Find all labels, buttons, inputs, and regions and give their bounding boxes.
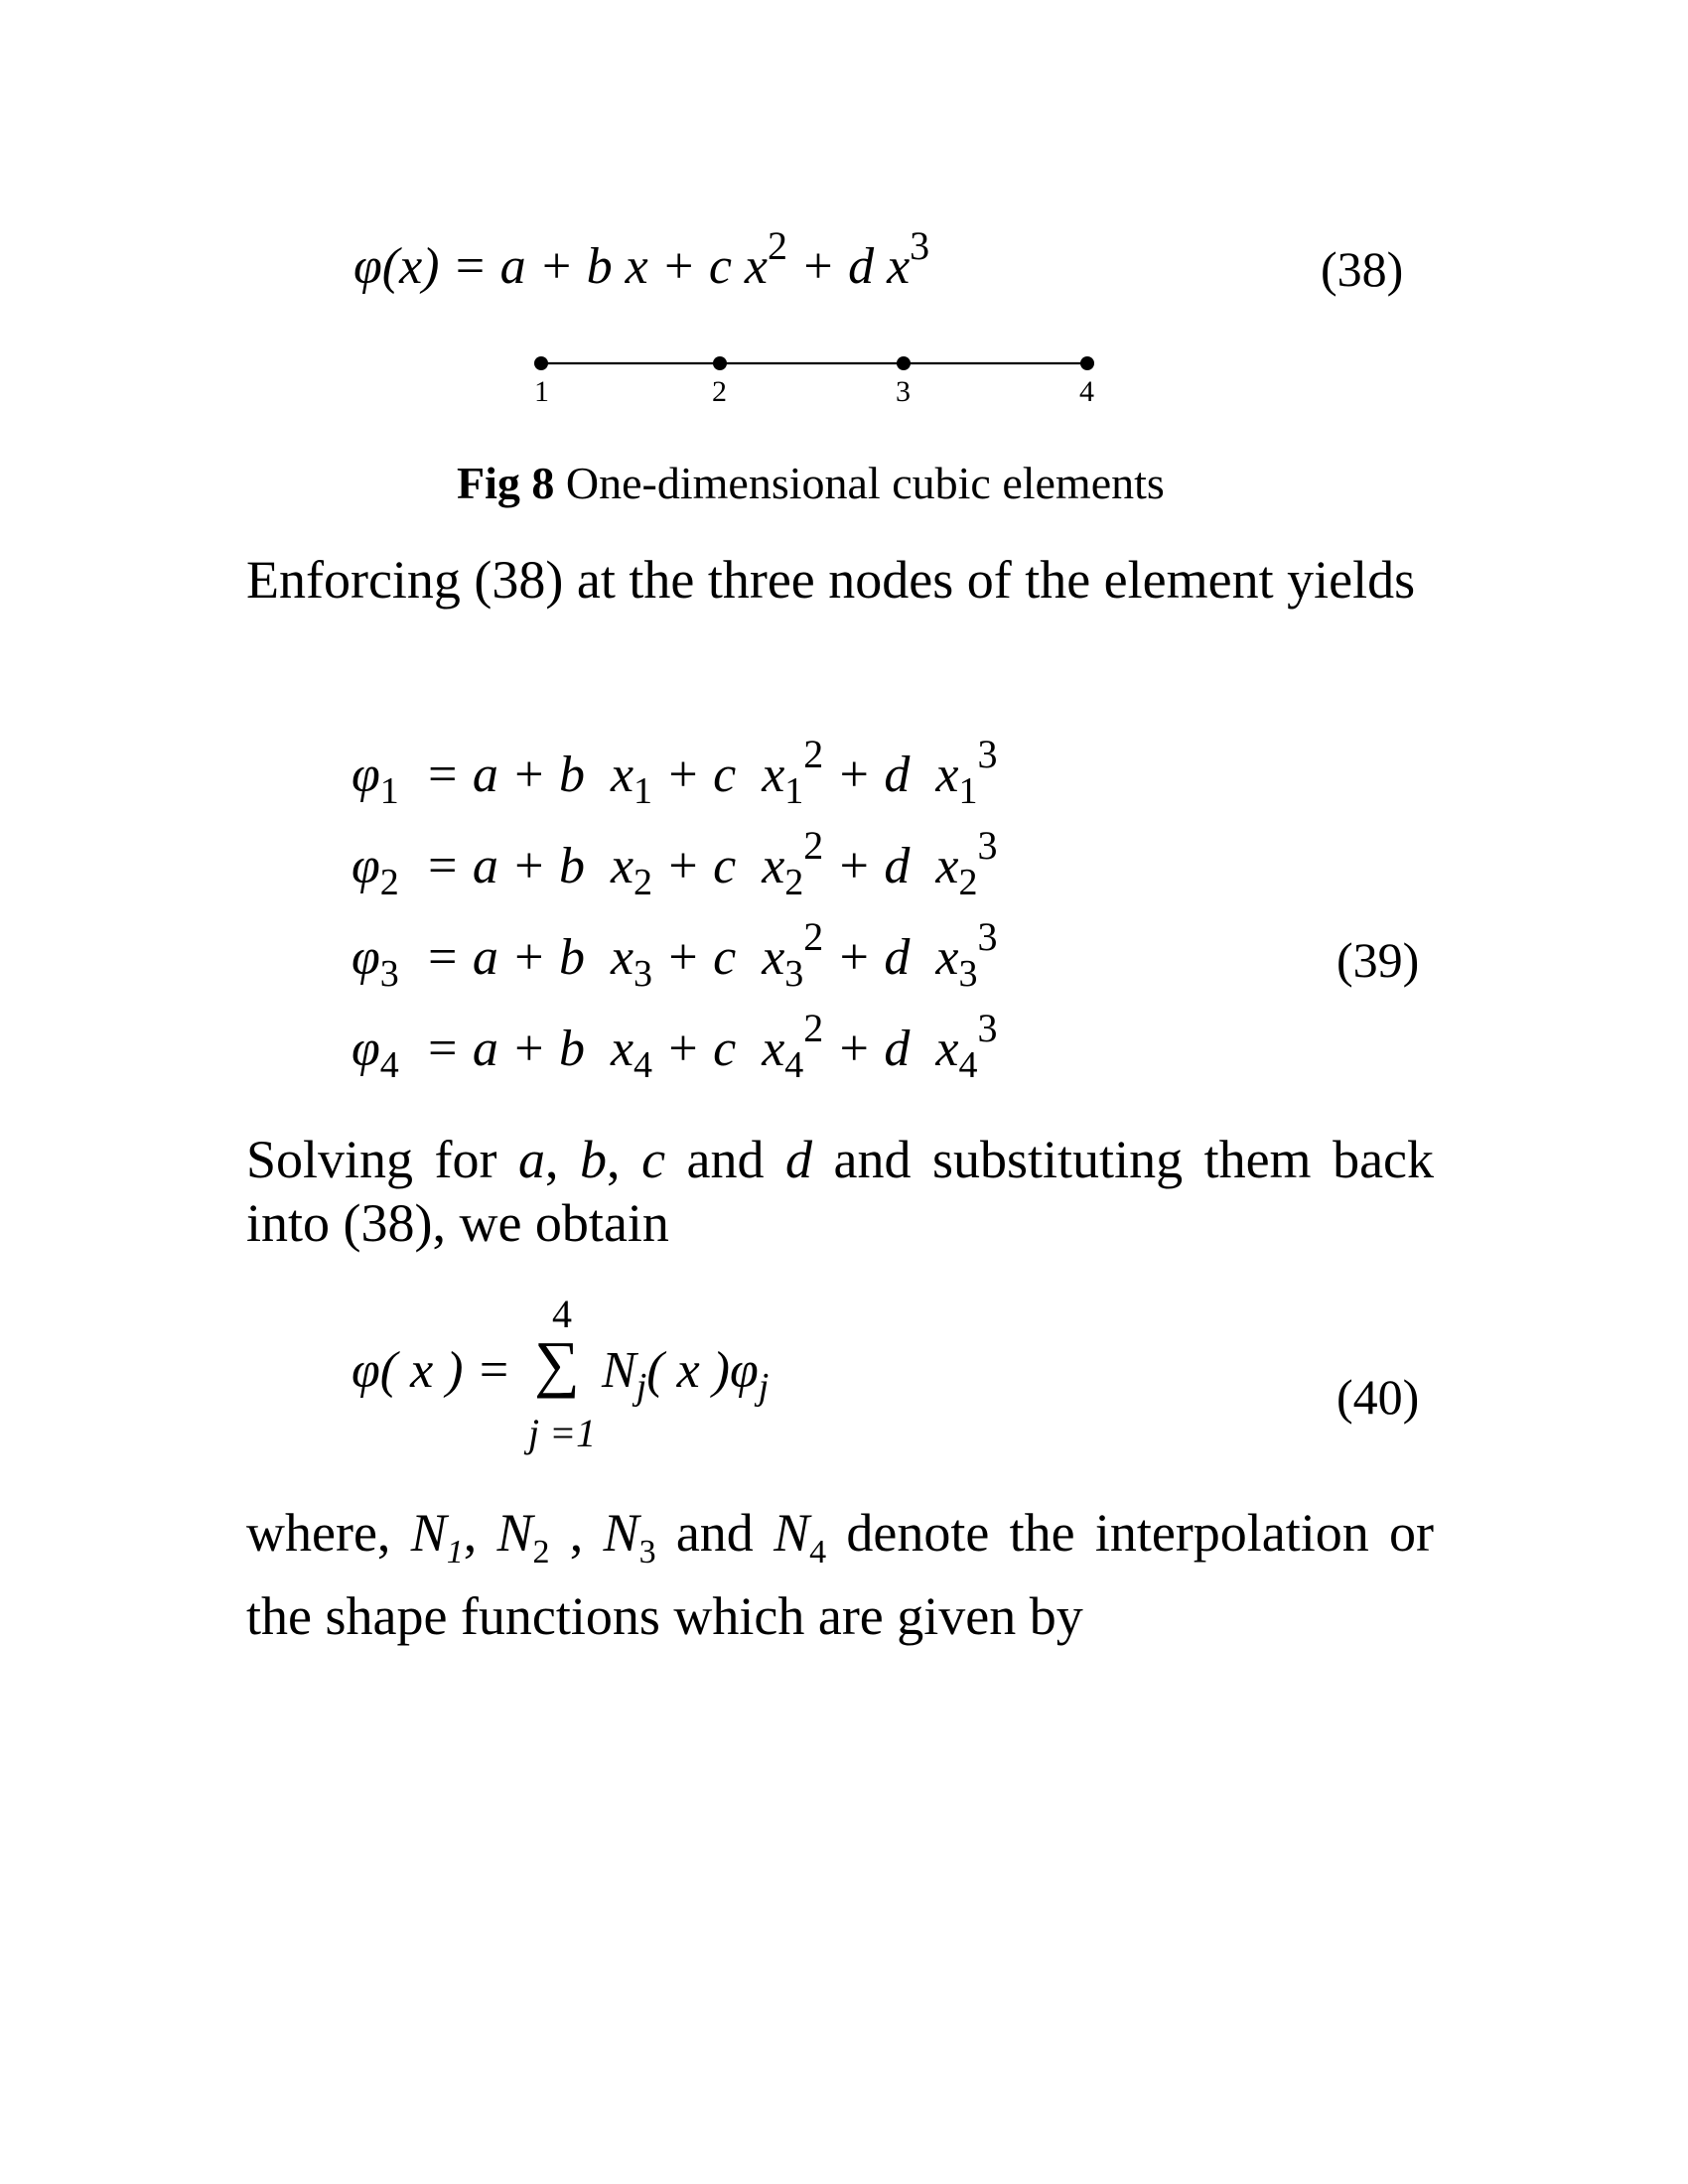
equation-40-rhs: $N_j$( x )$\varphi_j$: [602, 1342, 770, 1408]
eq38-exponent-2: 2: [768, 223, 787, 268]
equation-39: [352, 732, 998, 1100]
paragraph-solving: Solving for a, b, c and d and substituting them back into (38), we obtain: [246, 1130, 1435, 1253]
paragraph-enforcing: Enforcing (38) at the three nodes of the element yields: [246, 550, 1416, 610]
eq39-row-3: $\varphi_3 = a + b$ $x_3 + c$ $x_3^2 + d$ $x_3^3$: [352, 914, 998, 995]
equation-38-number: (38): [1321, 241, 1404, 297]
node-4-dot: [1080, 356, 1094, 370]
summation-upper-limit: 4: [552, 1292, 572, 1336]
eq39-row-2: $\varphi_2 = a + b$ $x_2 + c$ $x_2^2 + d$ $x_2^3$: [352, 823, 998, 903]
cubic-element-figure: [526, 345, 1162, 385]
node-label-1: 1: [534, 375, 549, 408]
summation-sign: ∑: [534, 1328, 580, 1399]
node-label-2: 2: [712, 375, 727, 408]
eq39-row-4: $\varphi_4 = a + b$ $x_4 + c$ $x_4^2 + d$ $x_4^3$: [352, 1006, 998, 1086]
eq38-mid: + d x: [787, 238, 911, 295]
eq39-row-1: $\varphi_1 = a + b$ $x_1 + c$ $x_1^2 + d$ $x_1^3$: [352, 732, 998, 812]
node-label-3: 3: [896, 375, 911, 408]
eq38-exponent-3: 3: [910, 223, 930, 268]
eq38-lhs: φ(x) = a + b x + c x: [353, 238, 768, 295]
node-label-4: 4: [1079, 375, 1094, 408]
figure-caption: [457, 457, 1165, 509]
equation-38: [353, 223, 930, 295]
equation-40-lhs: φ( x ) =: [352, 1342, 511, 1399]
paragraph-where: where, $N_1$, $N_2$ , $N_3$ and $N_4$ denote the interpolation or the shape functions which are given by: [246, 1503, 1434, 1646]
equation-40-number: (40): [1336, 1369, 1420, 1425]
node-1-dot: [534, 356, 548, 370]
node-2-dot: [713, 356, 727, 370]
figure-caption-label: Fig 8: [457, 458, 555, 508]
figure-caption-text: One-dimensional cubic elements: [554, 458, 1165, 508]
equation-39-number: (39): [1336, 932, 1420, 988]
summation-lower-limit: j =1: [528, 1411, 597, 1455]
node-3-dot: [897, 356, 911, 370]
